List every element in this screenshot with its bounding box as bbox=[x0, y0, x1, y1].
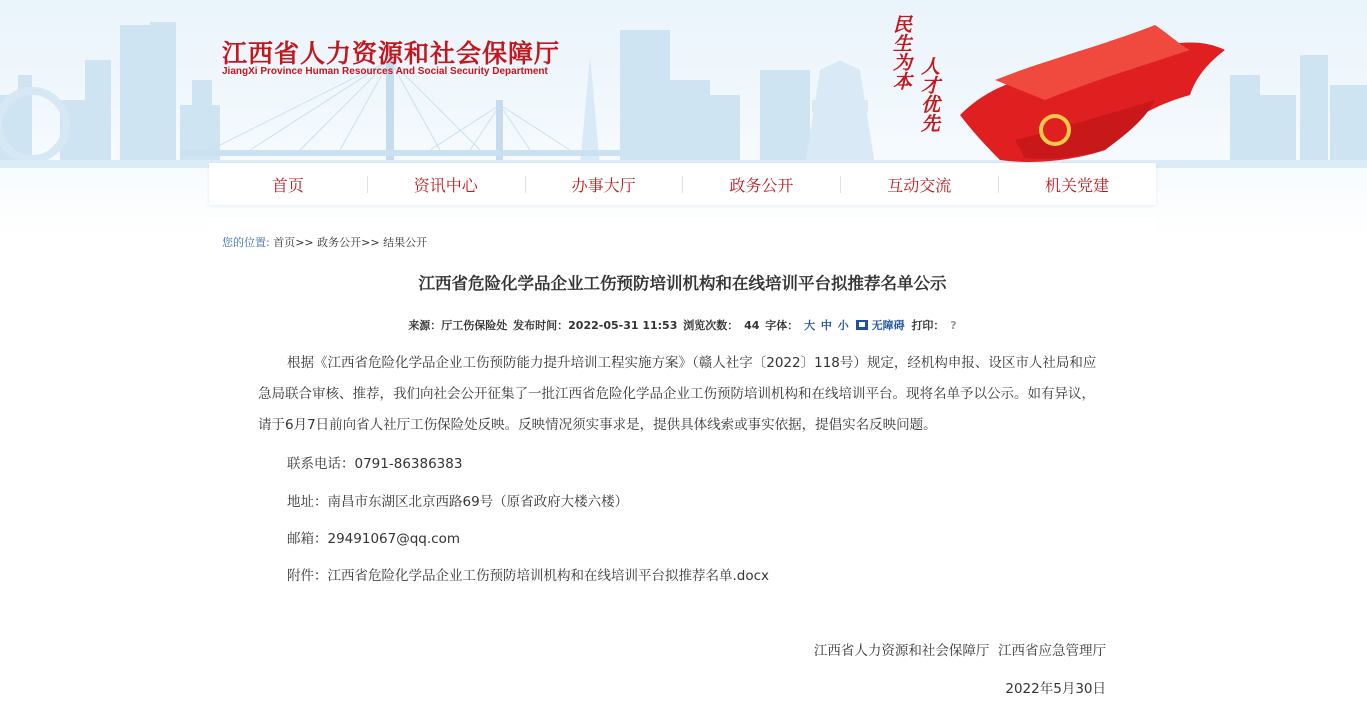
nav-party-building[interactable]: 机关党建 bbox=[998, 163, 1156, 205]
attachment-link[interactable]: 江西省危险化学品企业工伤预防培训机构和在线培训平台拟推荐名单.docx bbox=[327, 568, 770, 584]
site-title[interactable]: 江西省人力资源和社会保障厅 bbox=[222, 39, 561, 68]
contact-email: 邮箱：29491067@qq.com bbox=[287, 531, 460, 547]
contact-phone: 联系电话：0791-86386383 bbox=[287, 456, 463, 472]
meta-source: 来源：厅工伤保险处 bbox=[408, 319, 508, 332]
accessibility-label: 无障碍 bbox=[871, 319, 905, 332]
font-large-button[interactable]: 大 bbox=[804, 319, 816, 332]
nav-government-affairs[interactable]: 政务公开 bbox=[682, 163, 840, 205]
accessibility-button[interactable] bbox=[855, 319, 910, 332]
signatory: 江西省人力资源和社会保障厅 江西省应急管理厅 bbox=[813, 643, 1106, 659]
breadcrumb bbox=[222, 234, 427, 250]
meta-font-label: 字体： bbox=[765, 319, 799, 332]
article-body: 根据《江西省危险化学品企业工伤预防能力提升培训工程实施方案》（赣人社字〔2022〕118号）规定，经机构申报、设区市人社局和应急局联合审核、推荐，我们向社会公开征集了一批江西省危险化学品企业工伤预防培训机构和在线培训平台。现将名单予以公示。如有异议，请于6月7日前向省人社厅工伤保险处反映。反映情况须实事求是，提供具体线索或事实依据，提倡实名反映问题。 bbox=[258, 355, 1097, 433]
meta-views: 44 bbox=[744, 319, 760, 332]
accessibility-icon bbox=[856, 320, 868, 330]
nav-news-center[interactable]: 资讯中心 bbox=[367, 163, 525, 205]
slogan-right: 人才优先 bbox=[921, 56, 941, 135]
nav-home[interactable]: 首页 bbox=[271, 175, 304, 195]
breadcrumb-home[interactable]: 首页>> bbox=[273, 236, 314, 249]
meta-views-label: 浏览次数： bbox=[683, 319, 739, 332]
font-small-button[interactable]: 小 bbox=[837, 319, 849, 332]
breadcrumb-government-affairs[interactable]: 政务公开>> bbox=[317, 236, 380, 249]
print-help-icon[interactable]: ? bbox=[950, 319, 957, 332]
print-label: 打印： bbox=[911, 319, 945, 332]
sign-date: 2022年5月30日 bbox=[1005, 681, 1106, 697]
meta-publish-time: 发布时间：2022-05-31 11:53 bbox=[513, 319, 678, 332]
font-medium-button[interactable]: 中 bbox=[820, 319, 832, 332]
breadcrumb-label: 您的位置: bbox=[222, 236, 270, 249]
site-subtitle: JiangXi Province Human Resources And Social Security Department bbox=[222, 66, 548, 77]
attachment-label: 附件： bbox=[287, 568, 328, 584]
contact-address: 地址：南昌市东湖区北京西路69号（原省政府大楼六楼） bbox=[287, 494, 629, 510]
party-flag-illustration bbox=[955, 20, 1230, 165]
main-nav bbox=[209, 163, 1156, 205]
article-title: 江西省危险化学品企业工伤预防培训机构和在线培训平台拟推荐名单公示 bbox=[418, 274, 947, 293]
slogan-left: 民生为本 bbox=[893, 14, 913, 93]
nav-interaction[interactable]: 互动交流 bbox=[840, 163, 998, 205]
nav-service-hall[interactable]: 办事大厅 bbox=[525, 163, 683, 205]
attachment bbox=[287, 564, 769, 584]
breadcrumb-results[interactable]: 结果公开 bbox=[383, 236, 428, 249]
article-meta bbox=[209, 317, 1156, 333]
